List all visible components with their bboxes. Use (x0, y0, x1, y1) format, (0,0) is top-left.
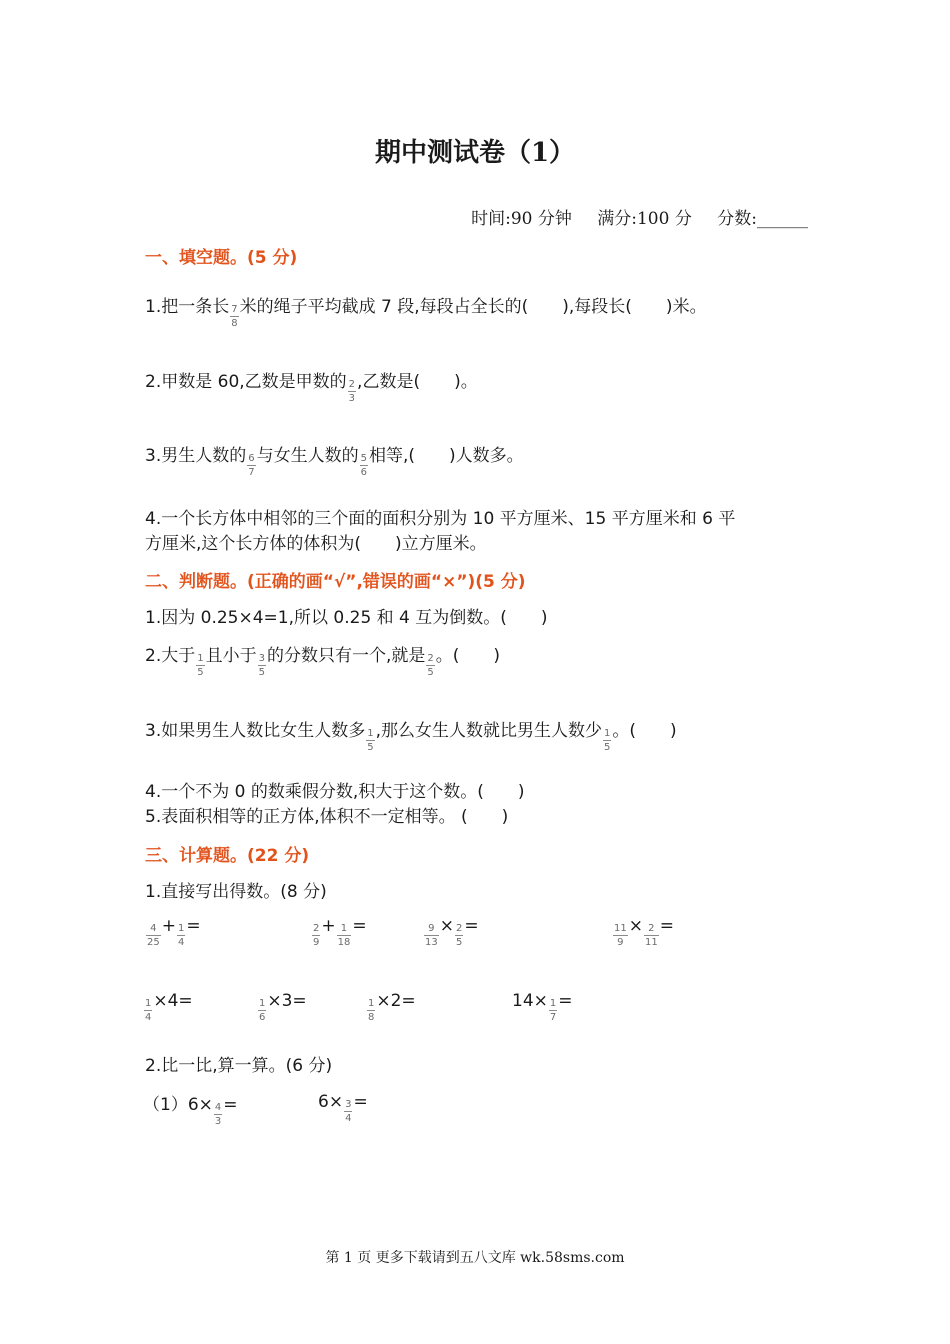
calc-part-2-label: 2.比一比,算一算。(6 分) (145, 1056, 333, 1076)
time-limit: 时间:90 分钟 (471, 209, 572, 229)
fraction: $\frac{2}{5}$ (427, 653, 434, 678)
exam-meta (451, 204, 808, 229)
calc-item: $\frac{11}{9}$ × $\frac{2}{11}$ = (614, 916, 674, 948)
calc-item: $\frac{2}{9}$ + $\frac{1}{18}$ = (313, 916, 367, 948)
page-footer: 第 1 页 更多下载请到五八文库 wk.58sms.com (325, 1250, 625, 1266)
page-title: 期中测试卷（1） (374, 138, 576, 168)
judge-question-1: 1.因为 0.25×4=1,所以 0.25 和 4 互为倒数。( ) (145, 608, 548, 628)
section-heading-true-false: 二、判断题。(正确的画“√”,错误的画“×”)(5 分) (145, 572, 526, 592)
judge-question-5: 5.表面积相等的正方体,体积不一定相等。 ( ) (145, 807, 509, 827)
fill-question-4-line-1: 4.一个长方体中相邻的三个面的面积分别为 10 平方厘米、15 平方厘米和 6 平 (145, 509, 736, 529)
calc-item: $\frac{4}{25}$ + $\frac{1}{4}$ = (147, 916, 201, 948)
calc-item: 6× $\frac{3}{4}$ = (318, 1092, 368, 1124)
fill-question-1: 1.把一条长 $\frac{7}{8}$ 米的绳子平均截成 7 段,每段占全长的( ),每段长( )米。 (145, 297, 707, 329)
calc-part-1-label: 1.直接写出得数。(8 分) (145, 882, 327, 902)
full-score: 满分:100 分 (597, 209, 692, 229)
fraction: $\frac{6}{7}$ (248, 453, 255, 478)
calc-item: 14× $\frac{1}{7}$ = (512, 991, 573, 1023)
fraction: $\frac{1}{5}$ (604, 728, 611, 753)
score-blank: 分数:______ (717, 209, 808, 229)
fill-question-3: 3.男生人数的 $\frac{6}{7}$ 与女生人数的 $\frac{5}{6}$ 相等,( )人数多。 (145, 446, 524, 478)
fraction: $\frac{1}{5}$ (367, 728, 374, 753)
calc-item: $\frac{9}{13}$ × $\frac{2}{5}$ = (425, 916, 479, 948)
fraction: $\frac{3}{5}$ (258, 653, 265, 678)
calc-item: $\frac{1}{8}$ ×2= (368, 991, 416, 1023)
fill-question-4-line-2: 方厘米,这个长方体的体积为( )立方厘米。 (145, 534, 487, 554)
fraction: $\frac{1}{5}$ (197, 653, 204, 678)
judge-question-3: 3.如果男生人数比女生人数多 $\frac{1}{5}$ ,那么女生人数就比男生人数少 $\frac{1}{5}$ 。( ) (145, 721, 677, 753)
section-heading-calculation: 三、计算题。(22 分) (145, 846, 310, 866)
calc-item: （1）6× $\frac{4}{3}$ = (143, 1095, 238, 1127)
judge-question-2: 2.大于 $\frac{1}{5}$ 且小于 $\frac{3}{5}$ 的分数只有一个,就是 $\frac{2}{5}$ 。( ) (145, 646, 501, 678)
fraction: $\frac{2}{3}$ (348, 379, 356, 404)
fraction: $\frac{7}{8}$ (231, 304, 238, 329)
calc-item: $\frac{1}{6}$ ×3= (259, 991, 307, 1023)
judge-question-4: 4.一个不为 0 的数乘假分数,积大于这个数。( ) (145, 782, 525, 802)
fill-question-2: 2.甲数是 60,乙数是甲数的 $\frac{2}{3}$ ,乙数是( )。 (145, 372, 478, 404)
section-heading-fill-blank: 一、填空题。(5 分) (145, 248, 298, 268)
fraction: $\frac{5}{6}$ (360, 453, 367, 478)
calc-item: $\frac{1}{4}$ ×4= (145, 991, 193, 1023)
